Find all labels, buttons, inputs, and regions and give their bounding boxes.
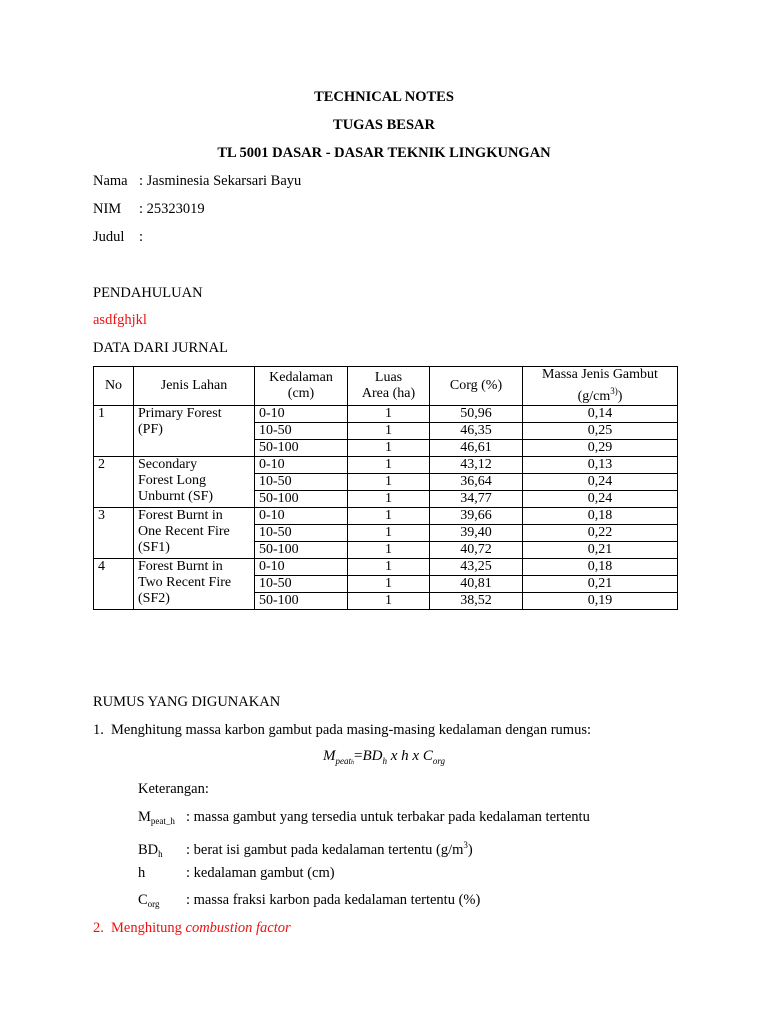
cell-corg: 36,64	[430, 474, 523, 491]
jenis-lahan-line: Primary Forest	[138, 406, 222, 421]
item-2-number: 2.	[93, 920, 104, 936]
cell-luas-area: 1	[348, 508, 430, 525]
definition-item	[138, 808, 590, 830]
cell-kedalaman: 0-10	[255, 559, 348, 576]
title-course: TL 5001 DASAR - DASAR TEKNIK LINGKUNGAN	[217, 145, 551, 161]
cell-luas-area: 1	[348, 457, 430, 474]
table-row	[94, 508, 678, 525]
jenis-lahan-line: Forest Long	[138, 473, 207, 488]
formula-item-1	[93, 721, 591, 739]
definition-symbol: $C_{org}$	[138, 892, 160, 909]
item-1-number: 1.	[93, 722, 104, 738]
cell-massa-jenis: 0,21	[523, 542, 678, 559]
jenis-lahan-line	[138, 438, 250, 454]
title-technical-notes: TECHNICAL NOTES	[314, 89, 454, 105]
cell-massa-jenis: 0,18	[523, 559, 678, 576]
cell-jenis-lahan	[134, 457, 255, 508]
definition-text: : massa gambut yang tersedia untuk terbakar pada kedalaman tertentu	[186, 809, 590, 825]
header-kedalaman: Kedalaman (cm)	[255, 367, 348, 406]
cell-massa-jenis: 0,24	[523, 491, 678, 508]
header-no: No	[94, 367, 134, 406]
definition-symbol: h	[138, 865, 146, 881]
header-luas-area: Luas Area (ha)	[348, 367, 430, 406]
table-header-row	[94, 367, 678, 406]
cell-corg: 43,25	[430, 559, 523, 576]
cell-no: 3	[94, 508, 134, 559]
cell-corg: 38,52	[430, 593, 523, 610]
cell-luas-area: 1	[348, 406, 430, 423]
carbon-mass-equation: $M_{peath}=BD_h$ x h x $C_{org}$	[323, 748, 445, 766]
definition-symbol: $M_{peat\_h}$	[138, 809, 175, 826]
nama-line	[93, 172, 301, 190]
table-row	[94, 559, 678, 576]
cell-massa-jenis: 0,13	[523, 457, 678, 474]
nim-label: NIM	[93, 201, 122, 217]
cell-corg: 46,35	[430, 423, 523, 440]
cell-kedalaman: 50-100	[255, 593, 348, 610]
definition-item	[138, 864, 335, 882]
cell-corg: 46,61	[430, 440, 523, 457]
item-2-italic: combustion factor	[185, 920, 291, 936]
cell-luas-area: 1	[348, 559, 430, 576]
definition-text: : berat isi gambut pada kedalaman tertentu (g/m	[186, 842, 464, 858]
data-table	[93, 366, 678, 610]
jenis-lahan-line: One Recent Fire	[138, 524, 230, 539]
jenis-lahan-line: (SF1)	[138, 540, 170, 555]
cell-no: 1	[94, 406, 134, 457]
cell-corg: 34,77	[430, 491, 523, 508]
jenis-lahan-line: (PF)	[138, 422, 163, 437]
cell-luas-area: 1	[348, 525, 430, 542]
cell-luas-area: 1	[348, 542, 430, 559]
cell-corg: 40,72	[430, 542, 523, 559]
cell-massa-jenis: 0,14	[523, 406, 678, 423]
cell-kedalaman: 10-50	[255, 576, 348, 593]
header-jenis-lahan: Jenis Lahan	[134, 367, 255, 406]
keterangan-label: Keterangan:	[138, 781, 209, 797]
definition-text: : kedalaman gambut (cm)	[186, 865, 335, 881]
jenis-lahan-line: Two Recent Fire	[138, 575, 232, 590]
nim-value: : 25323019	[139, 201, 205, 217]
cell-massa-jenis: 0,22	[523, 525, 678, 542]
item-2-text: Menghitung	[111, 920, 186, 936]
cell-kedalaman: 50-100	[255, 491, 348, 508]
cell-luas-area: 1	[348, 593, 430, 610]
cell-kedalaman: 10-50	[255, 525, 348, 542]
cell-massa-jenis: 0,24	[523, 474, 678, 491]
cell-kedalaman: 10-50	[255, 423, 348, 440]
definition-item	[138, 891, 480, 913]
intro-heading: PENDAHULUAN	[93, 285, 203, 301]
definition-symbol: $BD_h$	[138, 842, 163, 859]
cell-corg: 50,96	[430, 406, 523, 423]
judul-line	[93, 228, 143, 246]
cell-jenis-lahan	[134, 508, 255, 559]
cell-massa-jenis: 0,25	[523, 423, 678, 440]
cell-luas-area: 1	[348, 491, 430, 508]
cell-no: 2	[94, 457, 134, 508]
data-heading: DATA DARI JURNAL	[93, 340, 228, 356]
item-1-text: Menghitung massa karbon gambut pada masing-masing kedalaman dengan rumus:	[111, 722, 592, 738]
cell-massa-jenis: 0,29	[523, 440, 678, 457]
intro-text: asdfghjkl	[93, 312, 147, 328]
cell-jenis-lahan	[134, 406, 255, 457]
jenis-lahan-line: Unburnt (SF)	[138, 489, 214, 504]
jenis-lahan-line: Secondary	[138, 457, 198, 472]
jenis-lahan-line: (SF2)	[138, 591, 170, 606]
cell-kedalaman: 0-10	[255, 508, 348, 525]
header-massa-jenis: Massa Jenis Gambut $(g/cm^{3)})$	[523, 367, 678, 406]
cell-kedalaman: 50-100	[255, 542, 348, 559]
table-row	[94, 406, 678, 423]
nim-line	[93, 200, 205, 218]
nama-label: Nama	[93, 173, 128, 189]
nama-value: : Jasminesia Sekarsari Bayu	[139, 173, 302, 189]
title-tugas-besar: TUGAS BESAR	[333, 117, 435, 133]
table-row	[94, 457, 678, 474]
definition-text: : massa fraksi karbon pada kedalaman tertentu (%)	[186, 892, 481, 908]
formula-item-2	[93, 919, 291, 937]
header-corg: Corg (%)	[430, 367, 523, 406]
cell-luas-area: 1	[348, 423, 430, 440]
cell-kedalaman: 0-10	[255, 406, 348, 423]
jenis-lahan-line: Forest Burnt in	[138, 508, 223, 523]
cell-corg: 43,12	[430, 457, 523, 474]
cell-luas-area: 1	[348, 440, 430, 457]
judul-label: Judul	[93, 229, 125, 245]
cell-massa-jenis: 0,21	[523, 576, 678, 593]
cell-luas-area: 1	[348, 576, 430, 593]
cell-no: 4	[94, 559, 134, 610]
cell-corg: 39,66	[430, 508, 523, 525]
cell-kedalaman: 10-50	[255, 474, 348, 491]
cell-corg: 40,81	[430, 576, 523, 593]
cell-massa-jenis: 0,18	[523, 508, 678, 525]
jenis-lahan-line: Forest Burnt in	[138, 559, 223, 574]
cell-luas-area: 1	[348, 474, 430, 491]
definition-item: $BD_h$ : berat isi gambut pada kedalaman tertentu $(g/m^3)$	[138, 836, 473, 863]
cell-jenis-lahan	[134, 559, 255, 610]
cell-kedalaman: 0-10	[255, 457, 348, 474]
cell-kedalaman: 50-100	[255, 440, 348, 457]
judul-value: :	[139, 229, 144, 245]
cell-corg: 39,40	[430, 525, 523, 542]
cell-massa-jenis: 0,19	[523, 593, 678, 610]
formula-heading: RUMUS YANG DIGUNAKAN	[93, 694, 281, 710]
